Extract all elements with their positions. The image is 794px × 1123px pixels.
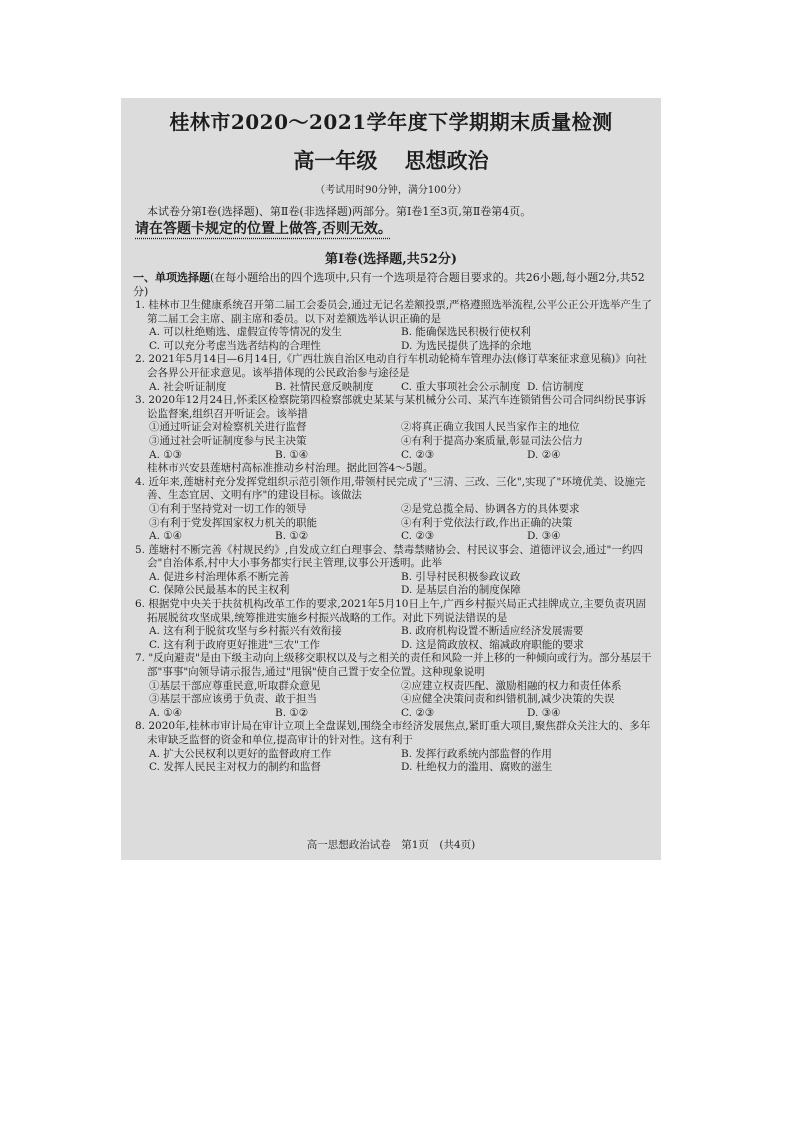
exam-intro: 本试卷分第Ⅰ卷(选择题)、第Ⅱ卷(非选择题)两部分。第Ⅰ卷1至3页,第Ⅱ卷第4页。 <box>147 205 532 218</box>
question-item <box>135 299 653 353</box>
answer-option: A. 扩大公民权利以更好的监督政府工作 <box>149 747 332 760</box>
answer-option: ②应建立权责匹配、激励相融的权力和责任体系 <box>401 679 622 692</box>
question-stem: 5. 莲塘村不断完善《村规民约》,自发成立红白理事会、禁毒禁赌协会、村民议事会、道德评议会,通过"一约四会"自治体系,村中大小事务都实行民主管理,议事公开透明。此举 <box>135 543 643 570</box>
answer-warning: 请在答题卡规定的位置上做答,否则无效。 <box>135 221 392 237</box>
answer-option: D. 杜绝权力的滥用、腐败的滋生 <box>401 761 553 774</box>
answer-choice: D. ②④ <box>527 448 561 461</box>
answer-option: A. 促进乡村治理体系不断完善 <box>149 570 290 583</box>
section-header <box>133 271 653 299</box>
question-stem: 8. 2020年,桂林市审计局在审计立项上全盘谋划,围绕全市经济发展焦点,紧盯重大项目,聚焦群众关注大的、多年未审缺乏监督的资金和单位,提高审计的针对性。这有利于 <box>135 720 651 746</box>
answer-choice: A. ①④ <box>149 706 183 719</box>
answer-option: C. 重大事项社会公示制度 <box>401 380 521 393</box>
question-stem: 6. 根据党中央关于扶贫机构改革工作的要求,2021年5月10日上午,广西乡村振兴局正式挂牌成立,主要负责巩固拓展脱贫攻坚成果,统筹推进实施乡村振兴战略的工作。对此下列说法错误的是 <box>135 598 647 624</box>
answer-option: ②将真正确立我国人民当家作主的地位 <box>401 421 580 434</box>
question-list <box>121 299 661 775</box>
answer-option: D. 这是简政放权、缩减政府职能的要求 <box>401 638 584 651</box>
answer-option: D. 信访制度 <box>527 380 584 393</box>
page-footer: 高一思想政治试卷 第1页 (共4页) <box>306 839 476 851</box>
part-title: 第Ⅰ卷(选择题,共52分) <box>325 252 457 267</box>
question-item <box>135 353 653 394</box>
answer-choice: D. ③④ <box>527 530 561 543</box>
question-item <box>135 598 653 652</box>
answer-choice: C. ②③ <box>401 448 435 461</box>
answer-option: A. 可以杜绝贿选、虚假宣传等情况的发生 <box>149 326 342 339</box>
option-grid <box>135 625 653 652</box>
option-grid <box>135 326 653 353</box>
answer-option: B. 能确保选民积极行使权利 <box>401 326 531 339</box>
option-grid <box>135 748 653 775</box>
answer-choice: B. ①② <box>275 530 309 543</box>
answer-option: ③有利于党发挥国家权力机关的职能 <box>149 516 317 529</box>
answer-option: ④有利于提高办案质量,彰显司法公信力 <box>401 434 583 447</box>
answer-option: ③通过社会听证制度参与民主决策 <box>149 434 307 447</box>
reading-passage: 桂林市兴安县莲塘村高标准推动乡村治理。据此回答4～5题。 <box>147 462 434 475</box>
answer-option: A. 这有利于脱贫攻坚与乡村振兴有效衔接 <box>149 625 342 638</box>
answer-option: ③基层干部应该勇于负责、敢于担当 <box>149 693 317 706</box>
exam-time-note: （考试用时90分钟，满分100分） <box>315 185 467 196</box>
answer-choice: B. ①④ <box>275 448 309 461</box>
exam-title: 桂林市2020～2021学年度下学期期末质量检测 <box>169 110 613 134</box>
answer-option: C. 发挥人民民主对权力的制约和监督 <box>149 761 321 774</box>
question-stem: 7. "反向避责"是由下级主动向上级移交职权以及与之相关的责任和风险一并上移的一种倾向或行为。部分基层干部"事事"向领导请示报告,通过"甩锅"使自己置于安全位置。这种现象说明 <box>135 652 652 679</box>
answer-option: B. 政府机构设置不断适应经济发展需要 <box>401 625 584 638</box>
question-stem: 1. 桂林市卫生健康系统召开第二届工会委员会,通过无记名差额投票,严格遵照选举流程,公平公正公开选举产生了第二届工会主席、副主席和委员。以下对差额选举认识正确的是 <box>135 299 652 325</box>
question-item <box>135 720 653 774</box>
answer-option: A. 社会听证制度 <box>149 380 227 393</box>
option-grid <box>135 381 653 395</box>
question-stem: 4. 近年来,莲塘村充分发挥党组织示范引领作用,带领村民完成了"三清、三改、三化",实现了"环境优美、设施完善、生态宜居、文明有序"的建设目标。该做法 <box>135 475 646 502</box>
answer-option: C. 这有利于政府更好推进"三农"工作 <box>149 638 320 651</box>
answer-choice: C. ②③ <box>401 530 435 543</box>
answer-option: B. 社情民意反映制度 <box>275 380 374 393</box>
answer-choice: D. ③④ <box>527 706 561 719</box>
exam-page <box>121 98 661 860</box>
answer-option: ①通过听证会对检察机关进行监督 <box>149 421 307 434</box>
answer-option: ④应健全决策问责和纠错机制,减少决策的失误 <box>401 693 615 706</box>
answer-option: B. 发挥行政系统内部监督的作用 <box>401 747 552 760</box>
answer-choice: A. ①③ <box>149 448 183 461</box>
question-item <box>135 394 653 462</box>
question-item <box>135 544 653 598</box>
answer-choice-grid <box>135 449 653 463</box>
answer-option: ①有利于坚持党对一切工作的领导 <box>149 502 307 515</box>
option-grid <box>135 421 653 448</box>
answer-option: D. 为选民提供了选择的余地 <box>401 339 532 352</box>
option-grid <box>135 680 653 707</box>
question-stem: 3. 2020年12月24日,怀柔区检察院第四检察部就史某某与某机械分公司、某汽车连锁销售公司合同纠纷民事诉讼监督案,组织召开听证会。该举措 <box>135 394 647 420</box>
answer-choice-grid <box>135 530 653 544</box>
section-label: 一、单项选择题 <box>133 271 210 284</box>
exam-subject-line <box>121 145 661 175</box>
question-item <box>135 652 653 720</box>
subject-label: 思想政治 <box>404 148 489 173</box>
answer-option: C. 可以充分考虑当选者结构的合理性 <box>149 339 321 352</box>
answer-option: C. 保障公民最基本的民主权利 <box>149 584 290 597</box>
option-grid <box>135 503 653 530</box>
answer-option: ②是党总揽全局、协调各方的具体要求 <box>401 502 580 515</box>
answer-choice-grid <box>135 707 653 721</box>
grade-label: 高一年级 <box>293 148 378 173</box>
option-grid <box>135 571 653 598</box>
answer-option: B. 引导村民积极参政议政 <box>401 570 521 583</box>
section-description: (在每小题给出的四个选项中,只有一个选项是符合题目要求的。共26小题,每小题2分,共52分) <box>133 271 645 298</box>
answer-choice: B. ①② <box>275 706 309 719</box>
answer-option: ④有利于党依法行政,作出正确的决策 <box>401 516 573 529</box>
answer-option: ①基层干部应尊重民意,听取群众意见 <box>149 679 321 692</box>
question-item <box>135 476 653 544</box>
answer-choice: A. ①④ <box>149 530 183 543</box>
answer-option: D. 是基层自治的制度保障 <box>401 584 521 597</box>
answer-choice: C. ②③ <box>401 706 435 719</box>
question-stem: 2. 2021年5月14日—6月14日,《广西壮族自治区电动自行车机动轮椅车管理办法(修订草案征求意见稿)》向社会各界公开征求意见。该举措体现的公民政治参与途径是 <box>135 353 647 379</box>
